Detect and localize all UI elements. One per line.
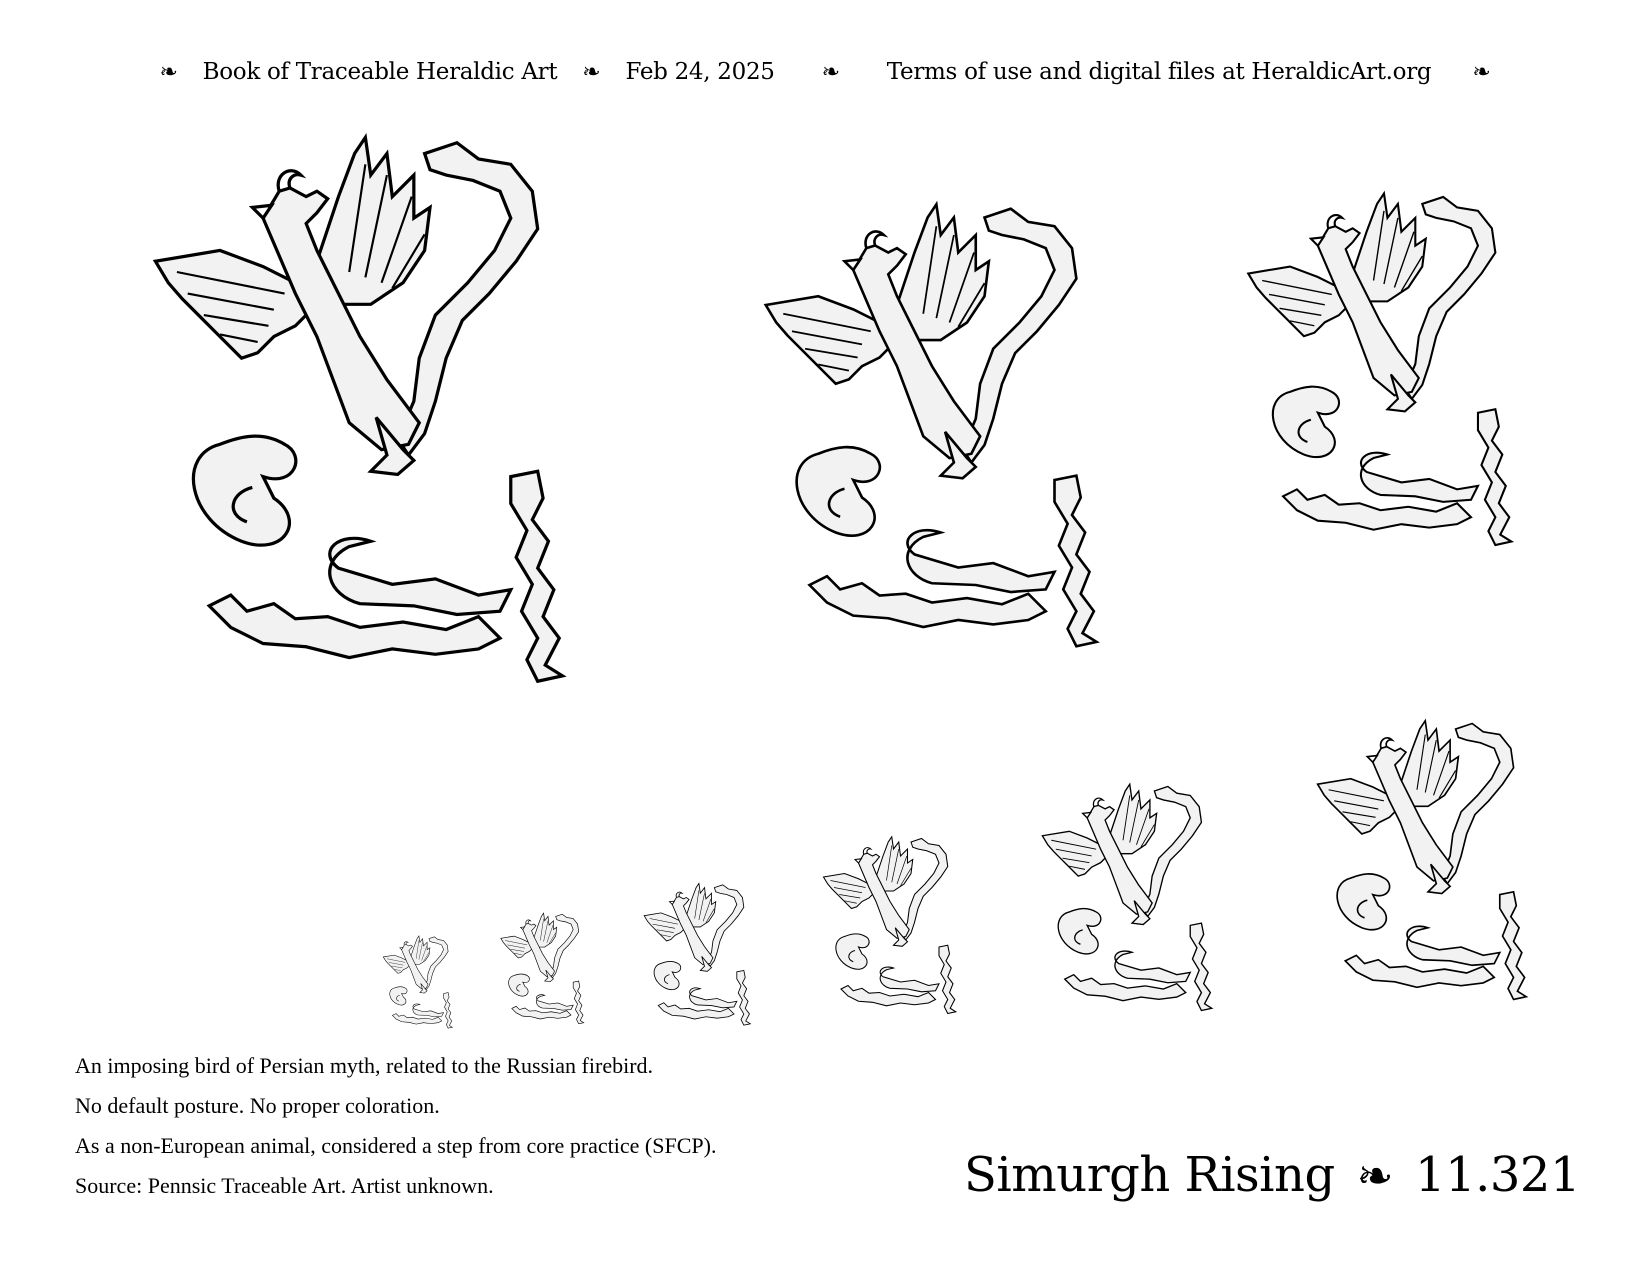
simurgh-figure-row-6 — [1290, 718, 1555, 1005]
simurgh-figure-row-3 — [630, 882, 765, 1028]
description-line: An imposing bird of Persian myth, related to the Russian firebird. — [75, 1053, 654, 1078]
plate-number: 11.321 — [1415, 1147, 1580, 1203]
description-line: As a non-European animal, considered a step from core practice (SFCP). — [75, 1133, 717, 1158]
simurgh-figure-row-5 — [1020, 782, 1235, 1015]
description-notes — [75, 1046, 716, 1206]
simurgh-figure-row-4 — [806, 835, 974, 1017]
plate-name: Simurgh Rising — [964, 1147, 1335, 1203]
fleuron-icon: ❧ — [1472, 59, 1491, 85]
fleuron-icon: ❧ — [821, 59, 840, 85]
fleuron-icon: ❧ — [1356, 1151, 1394, 1202]
description-line: Source: Pennsic Traceable Art. Artist unknown. — [75, 1173, 494, 1198]
fleuron-icon: ❧ — [582, 59, 601, 85]
terms-of-use: Terms of use and digital files at HeraldicArt.org — [886, 59, 1432, 85]
simurgh-figure-small — [1213, 190, 1548, 552]
simurgh-figure-row-2 — [490, 912, 595, 1026]
simurgh-figure-large — [100, 132, 620, 692]
plate-title — [964, 1147, 1580, 1203]
book-title: Book of Traceable Heraldic Art — [202, 59, 558, 85]
simurgh-figure-medium — [722, 200, 1142, 655]
description-line: No default posture. No proper coloration. — [75, 1093, 440, 1118]
page-header — [0, 58, 1650, 85]
fleuron-icon: ❧ — [159, 59, 178, 85]
publication-date: Feb 24, 2025 — [625, 59, 775, 85]
simurgh-figure-row-1 — [374, 935, 462, 1030]
